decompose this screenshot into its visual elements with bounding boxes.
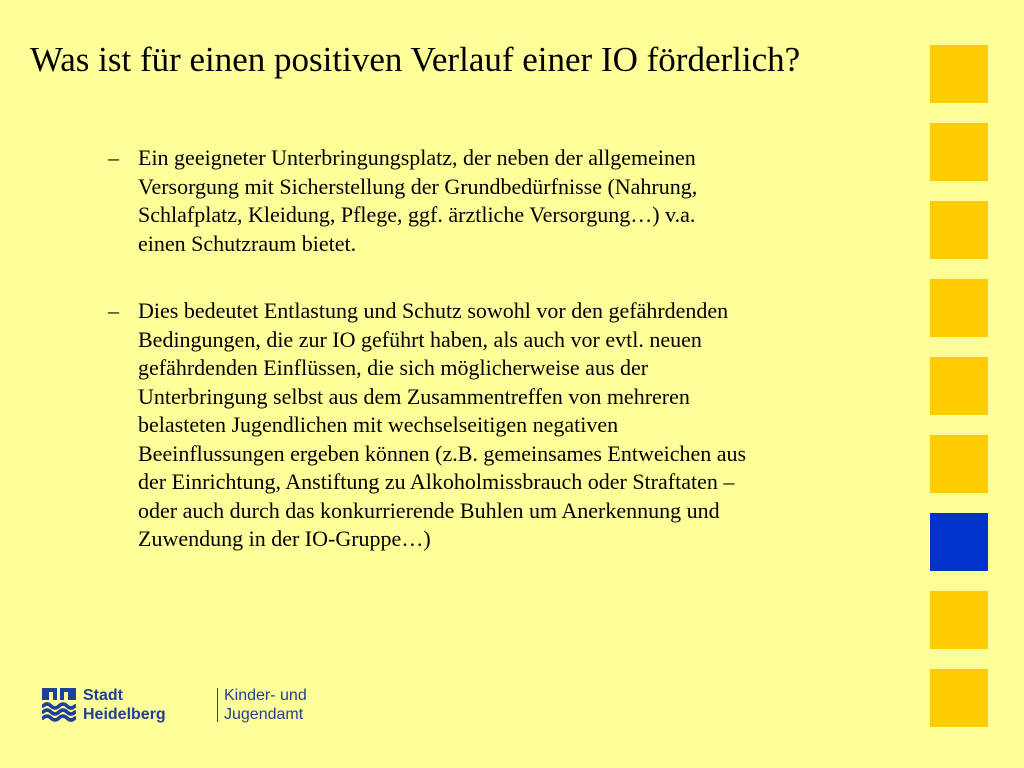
bullet-2-line-5: belasteten Jugendlichen mit wechselseitigen negativen: [138, 412, 619, 437]
bullet-2-line-1: Dies bedeutet Entlastung und Schutz sowohl vor den gefährdenden: [138, 298, 729, 323]
bullet-1-line-1: Ein geeigneter Unterbringungsplatz, der neben der allgemeinen: [138, 145, 696, 170]
side-square: [930, 201, 988, 259]
bullet-dash: –: [108, 298, 119, 323]
bullet-2-line-3: gefährdenden Einflüssen, die sich möglicherweise aus der: [138, 355, 649, 380]
side-square-strip: [930, 45, 988, 747]
heidelberg-emblem-icon: [42, 688, 76, 722]
side-square: [930, 279, 988, 337]
bullet-1-line-4: einen Schutzraum bietet.: [138, 230, 357, 256]
bullet-2-line-6: Beeinflussungen ergeben können (z.B. gemeinsames Entweichen aus: [138, 440, 747, 466]
logo-dept-line-2: Jugendamt: [224, 706, 304, 723]
heidelberg-logo: [42, 686, 307, 726]
bullet-item-2: [108, 297, 920, 554]
side-square: [930, 123, 988, 181]
bullet-2-line-8: oder auch durch das konkurrierende Buhlen um Anerkennung und: [138, 497, 720, 523]
bullet-2-line-2: Bedingungen, die zur IO geführt haben, als auch vor evtl. neuen: [138, 326, 702, 352]
logo-divider: [217, 688, 218, 722]
bullet-1-line-2: Versorgung mit Sicherstellung der Grundbedürfnisse (Nahrung,: [138, 173, 698, 199]
bullet-list: [108, 144, 920, 593]
logo-department-name: [224, 686, 307, 724]
logo-city-line-2: Heidelberg: [83, 706, 166, 723]
logo-city-name: [83, 686, 166, 724]
side-square: [930, 45, 988, 103]
bullet-1-line-3: Schlafplatz, Kleidung, Pflege, ggf. ärztliche Versorgung…) v.a.: [138, 202, 696, 227]
logo-dept-line-1: Kinder- und: [224, 687, 307, 704]
side-square-highlighted: [930, 513, 988, 571]
bullet-2-line-7: der Einrichtung, Anstiftung zu Alkoholmissbrauch oder Straftaten –: [138, 469, 735, 494]
side-square: [930, 669, 988, 727]
slide-title: Was ist für einen positiven Verlauf einer IO förderlich?: [30, 40, 801, 79]
side-square: [930, 357, 988, 415]
bullet-item-1: [108, 144, 920, 258]
side-square: [930, 591, 988, 649]
logo-city-line-1: Stadt: [83, 687, 123, 704]
side-square: [930, 435, 988, 493]
bullet-2-line-4: Unterbringung selbst aus dem Zusammentreffen von mehreren: [138, 383, 690, 409]
bullet-dash: –: [108, 145, 119, 170]
bullet-2-line-9: Zuwendung in der IO-Gruppe…): [138, 526, 431, 551]
